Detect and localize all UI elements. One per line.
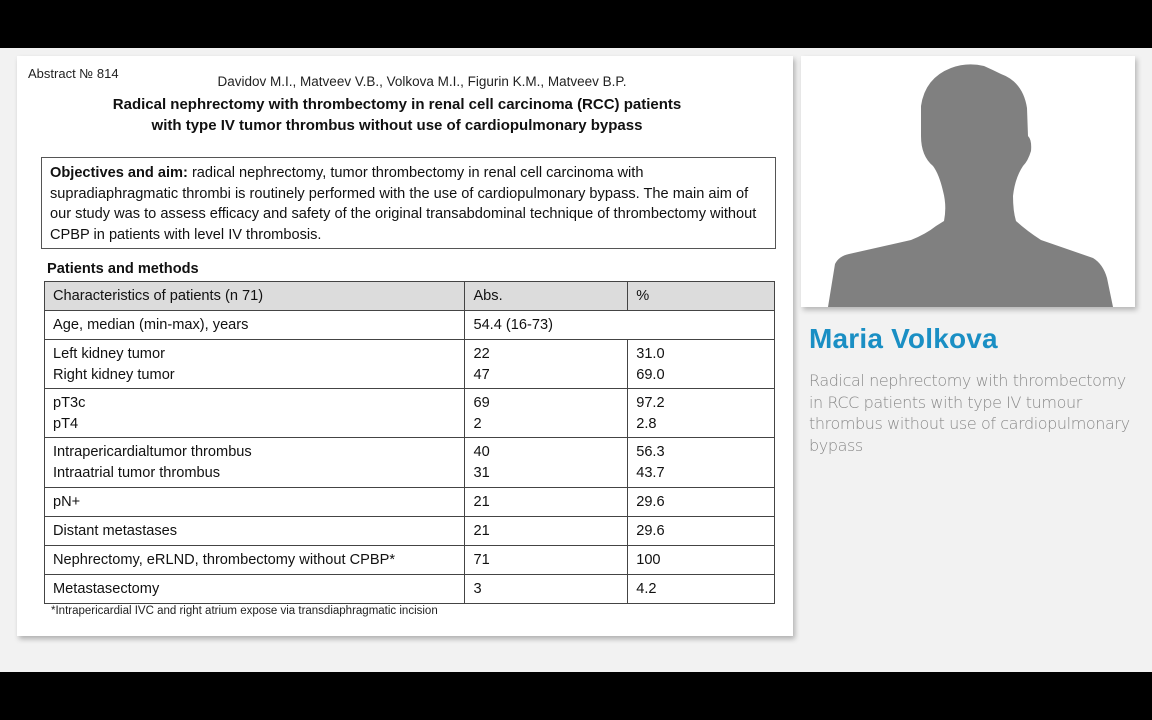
cell-abs: 54.4 (16-73) [465, 311, 775, 340]
cell-percent: 4.2 [628, 574, 775, 603]
cell-percent [628, 389, 775, 438]
person-silhouette-icon [801, 56, 1135, 307]
section-heading: Patients and methods [47, 261, 199, 277]
objectives-label: Objectives and aim: [50, 165, 188, 181]
table-row [45, 311, 775, 340]
patients-table [44, 281, 775, 604]
cell-line: 2 [473, 415, 482, 432]
speaker-photo [801, 56, 1135, 307]
cell-line: 69 [473, 395, 490, 412]
table-row [45, 516, 775, 545]
cell-percent [628, 340, 775, 389]
speaker-name: Maria Volkova [809, 323, 998, 354]
cell-line: 22 [473, 346, 490, 362]
cell-line: Intrapericardialtumor thrombus [53, 444, 252, 461]
cell-label: Age, median (min-max), years [45, 311, 465, 340]
letterbox-top [0, 0, 1152, 48]
objectives-box [41, 157, 776, 249]
table-row [45, 340, 775, 389]
cell-abs: 21 [465, 516, 628, 545]
abstract-number: Abstract № 814 [28, 66, 119, 81]
table-row [45, 545, 775, 574]
cell-abs: 3 [465, 574, 628, 603]
table-header-row [45, 282, 775, 311]
objectives-text: radical nephrectomy, tumor thrombectomy in renal cell carcinoma with supradiaphragmatic thrombi is routinely performed with the use of cardiopulmonary bypass. The main aim of our study was to assess efficacy and safety of the original transabdominal technique of thrombectomy without CPBP in patients with level IV thrombosis. [50, 165, 757, 243]
title-line-1: Radical nephrectomy with thrombectomy in renal cell carcinoma (RCC) patients [112, 96, 682, 113]
table-row [45, 389, 775, 438]
cell-line: Right kidney tumor [53, 366, 175, 383]
footnote: *Intrapericardial IVC and right atrium expose via transdiaphragmatic incision [51, 605, 438, 617]
title-line-2: with type IV tumor thrombus without use of cardiopulmonary bypass [151, 117, 643, 134]
header-characteristics: Characteristics of patients (n 71) [45, 282, 465, 311]
cell-label: Distant metastases [45, 516, 465, 545]
cell-line: 40 [473, 444, 490, 461]
cell-label [45, 340, 465, 389]
cell-label [45, 438, 465, 487]
cell-line: 2.8 [636, 415, 657, 432]
header-percent: % [628, 282, 775, 311]
cell-line: 31.0 [636, 346, 665, 362]
cell-percent: 29.6 [628, 487, 775, 516]
cell-line: 43.7 [636, 464, 665, 481]
cell-percent: 29.6 [628, 516, 775, 545]
cell-line: 97.2 [636, 395, 665, 412]
cell-label: pN+ [45, 487, 465, 516]
cell-line: 47 [473, 366, 490, 383]
cell-line: Intraatrial tumor thrombus [53, 464, 221, 481]
abstract-card [17, 56, 793, 636]
cell-abs: 71 [465, 545, 628, 574]
cell-label [45, 389, 465, 438]
cell-line: 69.0 [636, 366, 665, 383]
cell-percent: 100 [628, 545, 775, 574]
table-row [45, 438, 775, 487]
cell-line: pT4 [53, 415, 79, 432]
talk-title: Radical nephrectomy with thrombectomy in RCC patients with type IV tumour thrombus without use of cardiopulmonary bypass [809, 371, 1130, 455]
cell-label: Nephrectomy, eRLND, thrombectomy without CPBP* [45, 545, 465, 574]
cell-label: Metastasectomy [45, 574, 465, 603]
header-abs: Abs. [465, 282, 628, 311]
cell-abs [465, 389, 628, 438]
abstract-title [17, 94, 777, 136]
presentation-slide [0, 48, 1152, 672]
cell-line: Left kidney tumor [53, 346, 165, 362]
table-row [45, 487, 775, 516]
letterbox-bottom [0, 672, 1152, 720]
cell-line: 31 [473, 464, 490, 481]
cell-abs [465, 340, 628, 389]
cell-abs [465, 438, 628, 487]
table-row [45, 574, 775, 603]
cell-abs: 21 [465, 487, 628, 516]
cell-line: pT3c [53, 395, 86, 412]
cell-percent [628, 438, 775, 487]
authors: Davidov M.I., Matveev V.B., Volkova M.I., Figurin K.M., Matveev B.P. [217, 74, 627, 89]
cell-line: 56.3 [636, 444, 665, 461]
